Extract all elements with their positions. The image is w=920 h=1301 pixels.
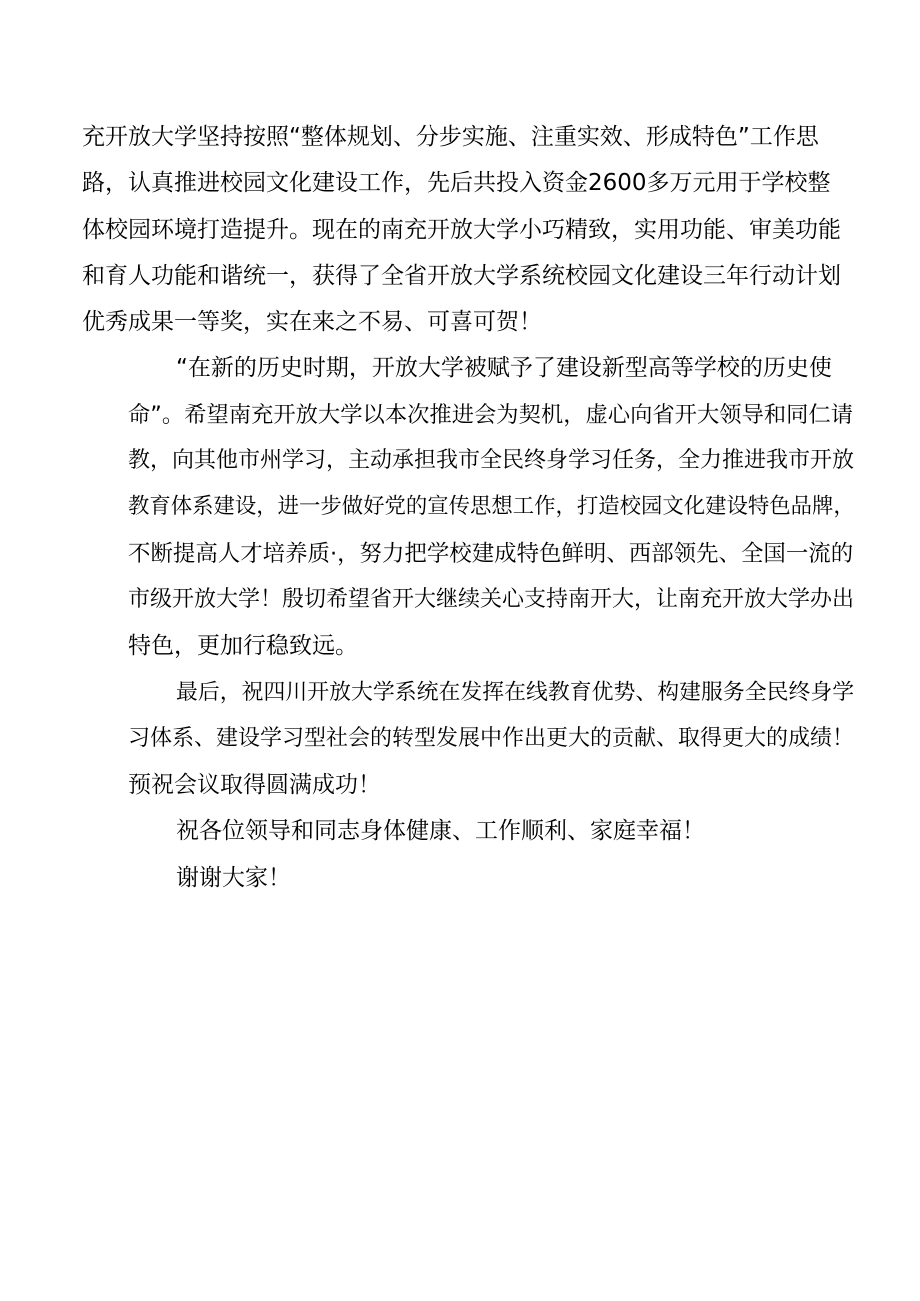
text-line: 教育体系建设，进一步做好党的宣传思想工作，打造校园文化建设特色品牌，	[128, 494, 855, 520]
paragraph-4	[82, 808, 852, 854]
text-line: “在新的历史时期，开放大学被赋予了建设新型高等学校的历史使	[176, 355, 832, 382]
paragraph-2	[82, 345, 855, 669]
document-body	[82, 114, 855, 901]
text-line: 优秀成果一等奖，实在来之不易、可喜可贺！	[82, 309, 542, 336]
text-line: 习体系、建设学习型社会的转型发展中作出更大的贡献、取得更大的成绩！	[128, 725, 855, 751]
text-line: 最后，祝四川开放大学系统在发挥在线教育优势、构建服务全民终身学	[176, 679, 855, 705]
paragraph-3	[82, 670, 855, 809]
text-line: 谢谢大家！	[176, 864, 291, 891]
text-line: 市级开放大学！殷切希望省开大继续关心支持南开大，让南充开放大学办出	[128, 586, 855, 612]
paragraph-1	[82, 114, 852, 345]
text-line: 特色，更加行稳致远。	[128, 633, 358, 660]
text-line: 命”。希望南充开放大学以本次推进会为契机，虚心向省开大领导和同仁请	[128, 401, 854, 428]
text-line: 体校园环境打造提升。现在的南充开放大学小巧精致，实用功能、审美功能	[82, 216, 841, 243]
text-line: 和育人功能和谐统一，获得了全省开放大学系统校园文化建设三年行动计划	[82, 262, 841, 289]
text-line: 充开放大学坚持按照“整体规划、分步实施、注重实效、形成特色”工作思	[82, 124, 819, 150]
text-line: 祝各位领导和同志身体健康、工作顺利、家庭幸福！	[176, 818, 705, 845]
paragraph-5	[82, 855, 852, 901]
text-line: 不断提高人才培养质·，努力把学校建成特色鲜明、西部领先、全国一流的	[128, 540, 854, 567]
text-line: 预祝会议取得圆满成功！	[128, 772, 381, 799]
text-line: 教，向其他市州学习，主动承担我市全民终身学习任务，全力推进我市开放	[128, 448, 855, 474]
text-line: 路，认真推进校园文化建设工作，先后共投入资金2600多万元用于学校整	[82, 170, 831, 197]
